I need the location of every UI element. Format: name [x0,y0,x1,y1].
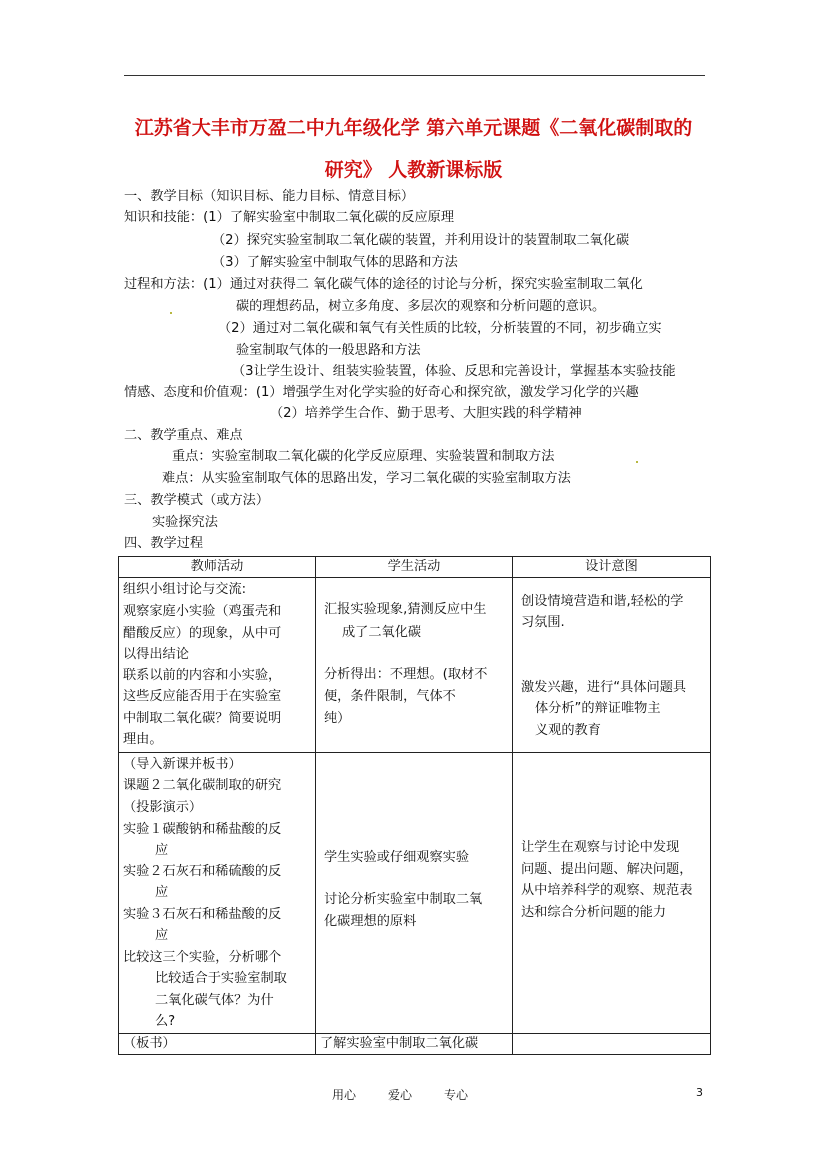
key-point: 重点：实验室制取二氧化碳的化学反应原理、实验装置和制取方法 [172,449,555,464]
row2-intent-line: 问题、提出问题、解决问题， [521,862,693,877]
row1-student-line: 分析得出：不理想。(取材不 [324,667,488,682]
section-heading-keypoints: 二、教学重点、难点 [124,428,243,443]
row1-teacher-line: 组织小组讨论与交流: [123,582,247,597]
row1-student-line: 便，条件限制，气体不 [324,689,456,704]
row1-teacher-line: 理由。 [123,732,163,747]
process-goal-3: （3让学生设计、组装实验装置，体验、反思和完善设计，掌握基本实验技能 [232,364,676,379]
row2-teacher-line: 实验３石灰石和稀盐酸的反 [123,907,282,922]
row1-teacher-line: 醋酸反应）的现象，从中可 [123,626,282,641]
document-title-line1: 江苏省大丰市万盈二中九年级化学 第六单元课题《二氧化碳制取的 [134,117,693,139]
footer-word-3: 专心 [444,1088,469,1102]
header-teacher-activity: 教师活动 [119,557,316,578]
row2-teacher-line: 比较适合于实验室制取 [155,971,287,986]
section-heading-objectives: 一、教学目标（知识目标、能力目标、情意目标） [124,189,415,204]
header-design-intent: 设计意图 [513,557,711,578]
footer-word-1: 用心 [332,1088,357,1102]
header-student-activity: 学生活动 [316,557,513,578]
row1-teacher-cell [119,578,316,753]
speck-mark [636,461,638,463]
knowledge-goal-2: （2）探究实验室制取二氧化碳的装置，并利用设计的装置制取二氧化碳 [212,233,630,248]
process-goal-1: 过程和方法：(1）通过对获得二 氧化碳气体的途径的讨论与分析，探究实验室制取二氧化 [124,277,643,292]
method-text: 实验探究法 [152,515,218,530]
row2-teacher-line: 课题２二氧化碳制取的研究 [123,778,282,793]
row1-teacher-line: 观察家庭小实验（鸡蛋壳和 [123,604,282,619]
process-goal-2: （2）通过对二氧化碳和氧气有关性质的比较，分析装置的不同，初步确立实 [218,321,662,336]
row2-student-line: 讨论分析实验室中制取二氧 [324,892,483,907]
row2-teacher-line: 二氧化碳气体？为什 [155,993,274,1008]
document-title-line2: 研究》 人教新课标版 [324,159,503,181]
section-heading-process: 四、教学过程 [124,536,204,551]
table-header-row [119,557,711,578]
table-row [119,753,711,1034]
header-rule [124,75,705,76]
row1-intent-cell [513,578,711,753]
row1-intent-line: 创设情境营造和谐,轻松的学 [521,594,684,609]
row2-teacher-line: 应 [155,843,169,858]
teaching-process-table [118,556,711,1055]
table-row [119,578,711,753]
row1-teacher-line: 这些反应能否用于在实验室 [123,689,282,704]
row2-teacher-line: 实验２石灰石和稀硫酸的反 [123,864,282,879]
row1-student-line: 纯） [324,711,351,726]
row1-intent-line: 习氛围. [521,615,565,630]
row2-teacher-line: 实验１碳酸钠和稀盐酸的反 [123,822,282,837]
row3-intent-cell [513,1034,711,1055]
row1-intent-line: 义观的教育 [535,723,601,738]
row2-teacher-cell [119,753,316,1034]
row1-student-cell [316,578,513,753]
row2-student-line: 化碳理想的原料 [324,914,417,929]
row1-intent-line: 体分析”的辩证唯物主 [535,701,661,716]
row2-student-line: 学生实验或仔细观察实验 [324,850,470,865]
footer-word-2: 爱心 [388,1088,413,1102]
row2-teacher-line: （导入新课并板书） [123,757,242,772]
difficult-point: 难点：从实验室制取气体的思路出发，学习二氧化碳的实验室制取方法 [162,471,571,486]
row2-teacher-line: 么? [155,1014,176,1029]
row3-teacher-cell: （板书） [119,1034,316,1055]
emotion-goal-1: 情感、态度和价值观：(1）增强学生对化学实验的好奇心和探究欲，激发学习化学的兴趣 [124,385,639,400]
row2-teacher-line: （投影演示） [123,800,203,815]
row2-intent-line: 让学生在观察与讨论中发现 [521,840,680,855]
row1-teacher-line: 联系以前的内容和小实验， [123,668,282,683]
row3-student-cell: 了解实验室中制取二氧化碳 [316,1034,513,1055]
row2-teacher-line: 应 [155,885,169,900]
row1-teacher-line: 以得出结论 [123,647,189,662]
row2-intent-cell [513,753,711,1034]
process-goal-1-cont: 碳的理想药品，树立多角度、多层次的观察和分析问题的意识。 [236,299,606,314]
knowledge-goal-1: 知识和技能：(1）了解实验室中制取二氧化碳的反应原理 [124,210,455,225]
row1-teacher-line: 中制取二氧化碳？简要说明 [123,711,282,726]
row1-student-line: 成了二氧化碳 [342,625,422,640]
row2-intent-line: 从中培养科学的观察、规范表 [521,883,693,898]
row2-teacher-line: 比较这三个实验，分析哪个 [123,950,282,965]
page-number: 3 [696,1086,703,1099]
row1-student-line: 汇报实验现象,猜测反应中生 [324,602,487,617]
section-heading-method: 三、教学模式（或方法） [124,493,270,508]
process-goal-2-cont: 验室制取气体的一般思路和方法 [236,343,421,358]
row2-teacher-line: 应 [155,928,169,943]
speck-mark [170,312,172,314]
row1-intent-line: 激发兴趣，进行“具体问题具 [521,680,687,695]
row2-student-cell [316,753,513,1034]
emotion-goal-2: （2）培养学生合作、勤于思考、大胆实践的科学精神 [270,406,582,421]
table-row [119,1034,711,1055]
row2-intent-line: 达和综合分析问题的能力 [521,905,667,920]
knowledge-goal-3: （3）了解实验室中制取气体的思路和方法 [212,255,458,270]
